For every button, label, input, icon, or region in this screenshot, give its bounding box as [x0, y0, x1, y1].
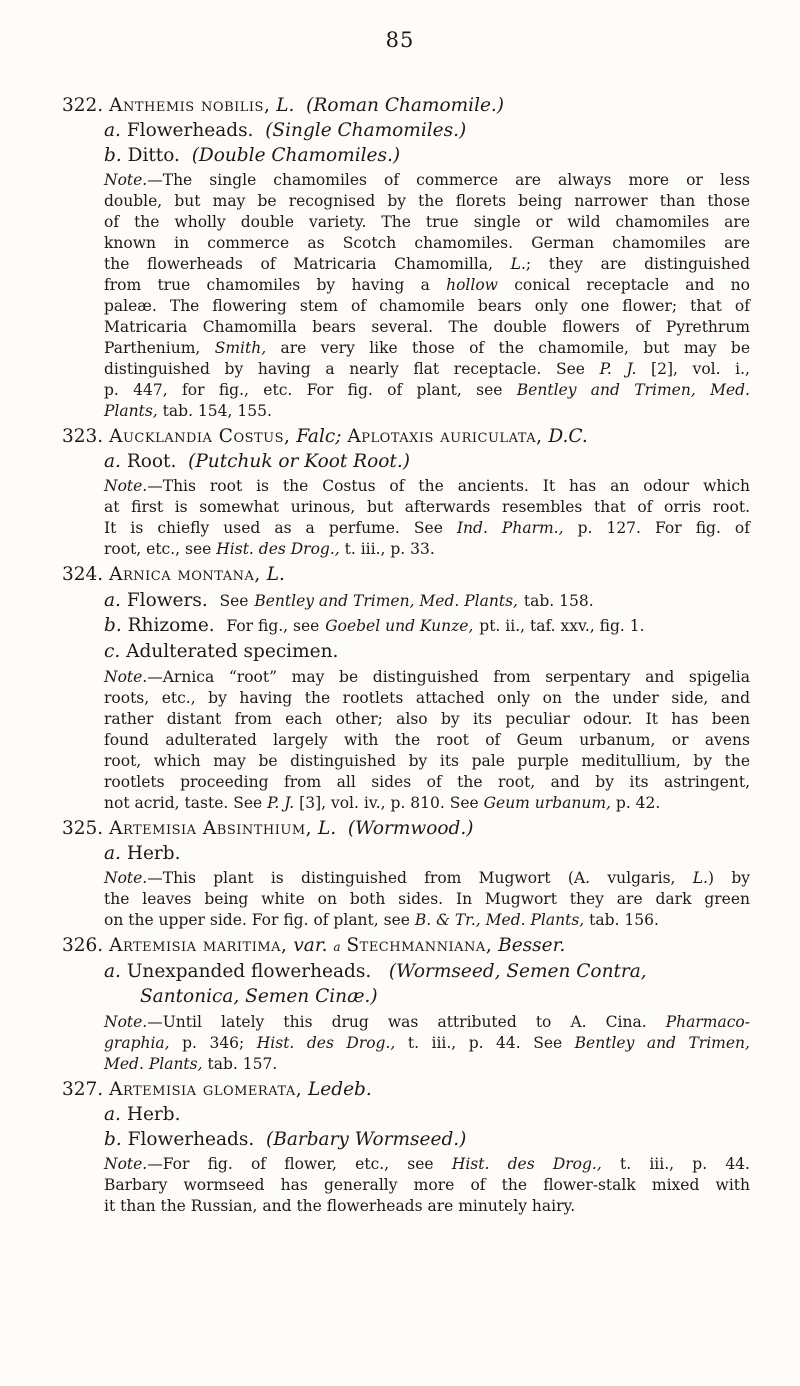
e324-note-0: —Arnica “root” may be distinguished from serpentary and spigelia [147, 668, 750, 686]
note-line [104, 1175, 750, 1195]
specimen-a [104, 589, 594, 613]
e322-note-1: double, but may be recognised by the florets being narrower than those [104, 192, 750, 210]
e323-note-4: p. 127. For fig. of [577, 519, 750, 537]
e323-author1: Falc; [296, 426, 342, 447]
e324-note-8: [3], vol. iv., p. 810. See [299, 794, 479, 812]
e327-note-1: Hist. des Drog., [451, 1155, 602, 1173]
e324-note-5: rootlets proceeding from all sides of the root, and by its astringent, [104, 773, 750, 791]
page-number: 85 [385, 28, 415, 52]
e324-b-see: For fig., see [226, 617, 320, 635]
e326-a-letter: a. [104, 961, 121, 982]
e322-b-letter: b. [104, 145, 122, 166]
author: L. [276, 95, 295, 116]
note-line [104, 518, 750, 538]
e326-note-8: tab. 157. [207, 1055, 278, 1073]
e324-note-3: found adulterated largely with the root of Geum urbanum, or avens [104, 731, 750, 749]
note-line [104, 709, 750, 729]
species-name: Anthemis nobilis, [109, 95, 271, 116]
e322-b-label: Ditto. [127, 145, 180, 166]
e324-num: 324. [62, 564, 104, 585]
e322-note-12: Parthenium, [104, 339, 201, 357]
note-line [104, 1196, 575, 1216]
e322-a-common: (Single Chamomiles.) [265, 120, 467, 141]
e325-note-0: —This plant is distinguished from Mugwort (A. vulgaris, [147, 869, 676, 887]
e327-note-label: Note. [104, 1155, 148, 1173]
e326-note-4: Hist. des Drog., [256, 1034, 396, 1052]
e325-note-2: ) by [708, 869, 750, 887]
e324-c-label: Adulterated specimen. [126, 641, 339, 662]
e326-note-2: graphia, [104, 1034, 170, 1052]
e327-note-4: it than the Russian, and the flowerheads are minutely hairy. [104, 1197, 576, 1215]
e322-note-2: of the wholly double variety. The true single or wild chamomiles are [104, 213, 750, 231]
e324-note-label: Note. [104, 668, 148, 686]
e325-note-5: B. & Tr., Med. Plants, [414, 911, 585, 929]
e326-note-3: p. 346; [182, 1034, 245, 1052]
e327-note-2: t. iii., p. 44. [620, 1155, 750, 1173]
e327-note-3: Barbary wormseed has generally more of the flower-stalk mixed with [104, 1176, 750, 1194]
e324-b-letter: b. [104, 615, 122, 636]
e323-note-label: Note. [104, 477, 148, 495]
note-line [104, 170, 750, 190]
specimen-b [104, 614, 645, 638]
e326-note-label: Note. [104, 1013, 148, 1031]
note-line [104, 793, 660, 813]
e326-num: 326. [62, 935, 104, 956]
e325-note-6: tab. 156. [589, 911, 659, 929]
e325-common: (Wormwood.) [347, 818, 474, 839]
e322-note-9: conical receptacle and no [514, 276, 750, 294]
note-line [104, 296, 750, 316]
note-line [104, 1033, 750, 1053]
specimen-b [104, 1128, 466, 1152]
e322-note-label: Note. [104, 171, 148, 189]
e324-note-9: Geum urbanum, [483, 794, 611, 812]
e325-note-1: L. [692, 869, 708, 887]
note-line [104, 539, 435, 559]
e326-name2: Stechmanniana, [346, 935, 493, 956]
e325-name: Artemisia Absinthium, [109, 818, 313, 839]
common-name: (Roman Chamomile.) [306, 95, 505, 116]
e326-author: Besser. [498, 935, 566, 956]
e322-note-5: L. [510, 255, 526, 273]
note-line [104, 317, 750, 337]
e325-note-3: the leaves being white on both sides. In Mugwort they are dark green [104, 890, 750, 908]
entry-heading [62, 425, 588, 449]
note-line [104, 910, 659, 930]
e325-num: 325. [62, 818, 104, 839]
note-line [104, 868, 750, 888]
note-line [104, 191, 750, 211]
entry-heading [62, 563, 285, 587]
e327-b-letter: b. [104, 1129, 122, 1150]
e323-note-6: Hist. des Drog., [216, 540, 340, 558]
e324-b-ref: Goebel und Kunze, [325, 617, 474, 635]
e327-author: Ledeb. [308, 1079, 372, 1100]
e327-note-0: —For fig. of flower, etc., see [147, 1155, 434, 1173]
note-line [104, 401, 272, 421]
specimen-a [104, 119, 466, 143]
e322-note-14: are very like those of the chamomile, but may be [280, 339, 751, 357]
e324-a-letter: a. [104, 590, 121, 611]
note-line [104, 751, 750, 771]
note-line [104, 380, 750, 400]
e322-note-8: hollow [446, 276, 498, 294]
specimen-b [104, 144, 400, 168]
e326-a-common1: (Wormseed, Semen Contra, [388, 961, 647, 982]
e324-author: L. [266, 564, 285, 585]
e322-note-10: paleæ. The flowering stem of chamomile bears only one flower; that of [104, 297, 750, 315]
entry-number: 322. [62, 95, 104, 116]
e323-a-common: (Putchuk or Koot Root.) [188, 451, 410, 472]
e323-num: 323. [62, 426, 104, 447]
entry-heading [62, 1078, 372, 1102]
note-line [104, 476, 750, 496]
e323-note-5: root, etc., see [104, 540, 212, 558]
note-line [104, 1054, 277, 1074]
e324-c-letter: c. [104, 641, 121, 662]
note-line [104, 275, 750, 295]
e327-a-letter: a. [104, 1104, 121, 1125]
e326-name1: Artemisia maritima, [109, 935, 288, 956]
e324-a-ref: Bentley and Trimen, Med. Plants, [254, 592, 518, 610]
e322-note-0: —The single chamomiles of commerce are always more or less [147, 171, 750, 189]
note-line [104, 497, 750, 517]
e324-b-label: Rhizome. [127, 615, 215, 636]
e326-a-label: Unexpanded flowerheads. [126, 961, 372, 982]
e327-b-common: (Barbary Wormseed.) [266, 1129, 467, 1150]
note-line [104, 667, 750, 687]
e322-note-17: [2], vol. i., [651, 360, 750, 378]
e324-note-1: roots, etc., by having the rootlets attached only on the under side, and [104, 689, 750, 707]
e327-a-label: Herb. [126, 1104, 181, 1125]
e323-name1: Aucklandia Costus, [109, 426, 291, 447]
e322-note-11: Matricaria Chamomilla bears several. The double flowers of Pyrethrum [104, 318, 750, 336]
e327-name: Artemisia glomerata, [109, 1079, 303, 1100]
e325-note-4: on the upper side. For fig. of plant, see [104, 911, 410, 929]
e323-note-7: t. iii., p. 33. [344, 540, 435, 558]
e324-note-6: not acrid, taste. See [104, 794, 263, 812]
specimen-a-continued [140, 985, 378, 1009]
e323-author2: D.C. [548, 426, 588, 447]
e324-note-2: rather distant from each other; also by its peculiar odour. It has been [104, 710, 750, 728]
entry-heading [62, 94, 504, 118]
note-line [104, 730, 750, 750]
e322-note-15: distinguished by having a nearly flat receptacle. See [104, 360, 585, 378]
e325-a-letter: a. [104, 843, 121, 864]
e322-note-6: ; they are distinguished [525, 255, 750, 273]
e324-a-tab: tab. 158. [523, 592, 594, 610]
specimen-a [104, 450, 410, 474]
e326-note-5: t. iii., p. 44. See [407, 1034, 563, 1052]
note-line [104, 359, 750, 379]
e322-note-16: P. J. [599, 360, 637, 378]
e322-note-3: known in commerce as Scotch chamomiles. German chamomiles are [104, 234, 750, 252]
entry-heading [62, 817, 473, 841]
note-line [104, 254, 750, 274]
e323-a-label: Root. [126, 451, 177, 472]
e326-var: var. [293, 935, 328, 956]
e324-note-10: p. 42. [615, 794, 661, 812]
e326-note-1: Pharmaco- [665, 1013, 750, 1031]
specimen-a [104, 842, 180, 866]
e322-note-20: Plants, [104, 402, 158, 420]
e325-note-label: Note. [104, 869, 148, 887]
e323-note-1: at first is somewhat urinous, but afterwards resembles that of orris root. [104, 498, 750, 516]
note-line [104, 889, 750, 909]
e323-note-3: Ind. Pharm., [456, 519, 564, 537]
e327-num: 327. [62, 1079, 104, 1100]
note-line [104, 1012, 750, 1032]
e327-b-label: Flowerheads. [127, 1129, 255, 1150]
e322-note-18: p. 447, for fig., etc. For fig. of plant, see [104, 381, 503, 399]
e324-a-see: See [219, 592, 249, 610]
e326-a-small: a [333, 940, 341, 954]
note-line [104, 688, 750, 708]
e322-note-19: Bentley and Trimen, Med. [516, 381, 750, 399]
e323-note-2: It is chiefly used as a perfume. See [104, 519, 443, 537]
e326-a-common2: Santonica, Semen Cinæ.) [140, 986, 378, 1007]
e322-note-13: Smith, [214, 339, 267, 357]
e324-note-4: root, which may be distinguished by its pale purple meditullium, by the [104, 752, 750, 770]
e326-note-6: Bentley and Trimen, [574, 1034, 750, 1052]
e322-note-21: tab. 154, 155. [162, 402, 272, 420]
e324-b-tab: pt. ii., taf. xxv., fig. 1. [479, 617, 645, 635]
note-line [104, 772, 750, 792]
e325-a-label: Herb. [126, 843, 181, 864]
note-line [104, 1154, 750, 1174]
e322-a-label: Flowerheads. [126, 120, 254, 141]
e322-note-7: from true chamomiles by having a [104, 276, 430, 294]
e323-a-letter: a. [104, 451, 121, 472]
e322-note-4: the flowerheads of Matricaria Chamomilla, [104, 255, 493, 273]
e326-note-7: Med. Plants, [104, 1055, 203, 1073]
note-line [104, 338, 750, 358]
e324-name: Arnica montana, [109, 564, 261, 585]
e325-author: L. [317, 818, 337, 839]
specimen-a [104, 1103, 180, 1127]
note-line [104, 233, 750, 253]
entry-heading [62, 934, 565, 959]
e326-note-0: —Until lately this drug was attributed to A. Cina. [147, 1013, 647, 1031]
specimen-a [104, 960, 647, 984]
e323-note-0: —This root is the Costus of the ancients. It has an odour which [147, 477, 750, 495]
e323-name2: Aplotaxis auriculata, [347, 426, 543, 447]
note-line [104, 212, 750, 232]
e324-note-7: P. J. [267, 794, 295, 812]
e322-a-letter: a. [104, 120, 121, 141]
specimen-c [104, 640, 338, 664]
e322-b-common: (Double Chamomiles.) [191, 145, 401, 166]
e324-a-label: Flowers. [126, 590, 208, 611]
